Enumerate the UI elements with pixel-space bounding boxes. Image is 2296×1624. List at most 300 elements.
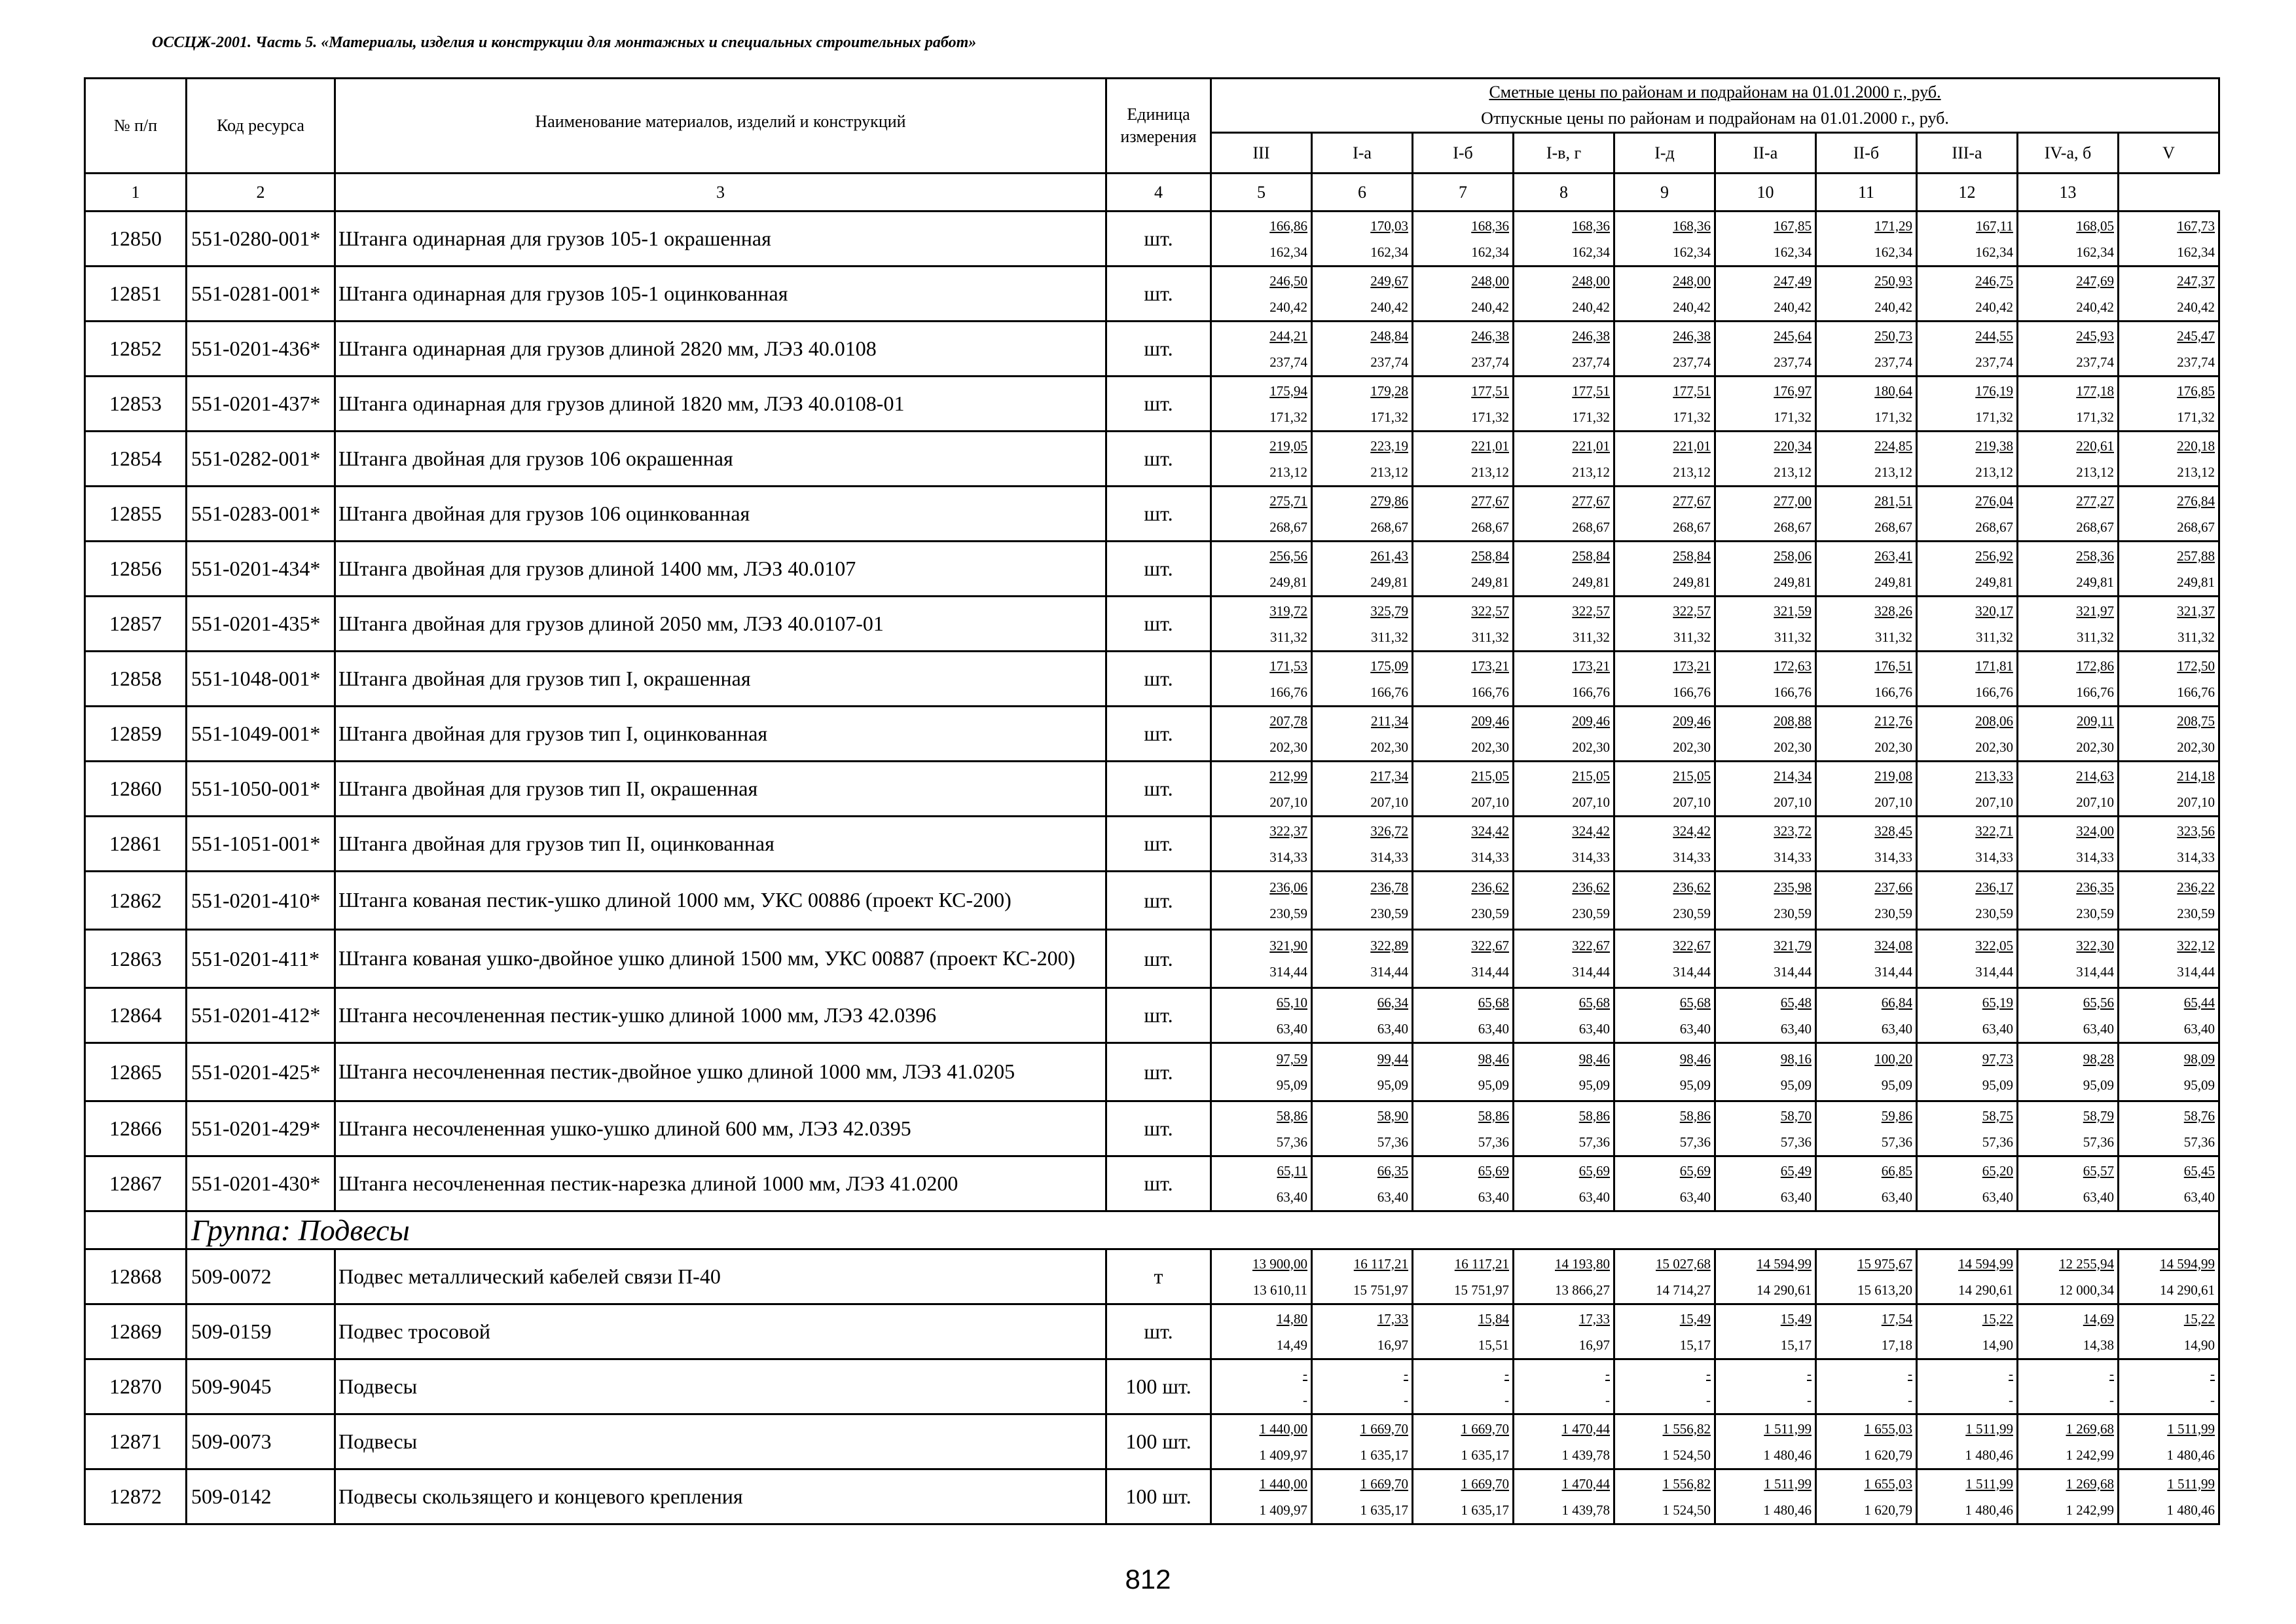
price-cell (1715, 267, 1816, 322)
price-cell (1614, 542, 1715, 597)
price-cell (2119, 930, 2219, 988)
release-price: 14 714,27 (1656, 1282, 1711, 1298)
release-price: 15 751,97 (1353, 1282, 1408, 1298)
release-price: 162,34 (1572, 244, 1610, 260)
estimated-price: 248,84 (1370, 327, 1408, 344)
estimated-price: 277,27 (2076, 492, 2114, 509)
estimated-price: 65,68 (1478, 994, 1509, 1010)
release-price: 1 524,50 (1662, 1447, 1711, 1463)
resource-code: 509-9045 (187, 1359, 335, 1414)
release-price: 249,81 (2076, 574, 2114, 590)
release-price: 314,33 (1774, 849, 1812, 865)
row-number: 12850 (85, 212, 187, 267)
price-cell (2018, 817, 2119, 872)
estimated-price: 322,37 (1269, 822, 1307, 839)
estimated-price: 14 193,80 (1555, 1255, 1610, 1272)
release-price: 230,59 (1471, 906, 1509, 921)
price-cell (1816, 1414, 1917, 1469)
release-price: 237,74 (1774, 354, 1812, 370)
price-cell (1514, 1359, 1614, 1414)
release-price: 171,32 (1572, 409, 1610, 425)
unit-of-measure: шт. (1106, 597, 1211, 652)
price-cell (1211, 377, 1312, 432)
price-cell (1614, 817, 1715, 872)
estimated-price: 276,84 (2177, 492, 2215, 509)
resource-code: 551-0201-410* (187, 872, 335, 930)
estimated-price: 66,34 (1377, 994, 1408, 1010)
estimated-price: 244,55 (1975, 327, 2013, 344)
price-cell (1614, 707, 1715, 762)
price-cell (1211, 1249, 1312, 1304)
price-cell (1312, 377, 1413, 432)
price-cell (1917, 267, 2018, 322)
price-cell (1413, 542, 1514, 597)
release-price: 162,34 (1874, 244, 1912, 260)
estimated-price: - (1807, 1365, 1812, 1382)
estimated-price: 236,62 (1572, 879, 1610, 895)
price-cell (1312, 542, 1413, 597)
price-cell (1211, 1469, 1312, 1524)
price-cell (1211, 930, 1312, 988)
estimated-price: 213,33 (1975, 767, 2013, 784)
unit-of-measure: шт. (1106, 487, 1211, 542)
price-cell (1413, 707, 1514, 762)
estimated-price: 171,29 (1874, 217, 1912, 234)
price-cell (1614, 1043, 1715, 1101)
release-price: 57,36 (1377, 1134, 1408, 1150)
estimated-price: 281,51 (1874, 492, 1912, 509)
price-cell (1715, 377, 1816, 432)
release-price: 311,32 (1270, 629, 1307, 645)
estimated-price: 324,42 (1673, 822, 1711, 839)
estimated-price: 247,69 (2076, 272, 2114, 289)
estimated-price: - (2009, 1365, 2013, 1382)
release-price: 314,44 (1269, 964, 1307, 980)
price-cell (1917, 377, 2018, 432)
release-price: 207,10 (1874, 794, 1912, 810)
estimated-price: 258,36 (2076, 547, 2114, 564)
estimated-price: 212,99 (1269, 767, 1307, 784)
item-name: Подвесы (335, 1359, 1106, 1414)
price-cell (2018, 597, 2119, 652)
estimated-price: 98,46 (1478, 1051, 1509, 1067)
estimated-price: 237,66 (1874, 879, 1912, 895)
estimated-price: 98,28 (2083, 1051, 2114, 1067)
price-cell (2119, 1101, 2219, 1156)
price-cell (1614, 652, 1715, 707)
estimated-price: 322,30 (2076, 938, 2114, 953)
estimated-price: 99,44 (1377, 1051, 1408, 1067)
price-cell (1715, 1414, 1816, 1469)
release-price: 57,36 (1578, 1134, 1610, 1150)
price-cell (1614, 1156, 1715, 1211)
estimated-price: 65,68 (1578, 994, 1610, 1010)
resource-code: 551-1049-001* (187, 707, 335, 762)
release-price: 95,09 (1679, 1077, 1711, 1093)
estimated-price: 16 117,21 (1353, 1255, 1408, 1272)
estimated-price: 319,72 (1269, 602, 1307, 619)
estimated-price: 321,79 (1774, 938, 1812, 953)
estimated-price: 173,21 (1673, 657, 1711, 674)
price-cell (1614, 988, 1715, 1043)
estimated-price: 320,17 (1975, 602, 2013, 619)
estimated-price: 248,00 (1471, 272, 1509, 289)
price-cell (1715, 1359, 1816, 1414)
price-cell (1917, 487, 2018, 542)
price-cell (1312, 1156, 1413, 1211)
price-cell (2119, 597, 2219, 652)
release-price: 311,32 (1875, 629, 1912, 645)
price-cell (1211, 1043, 1312, 1101)
release-price: 207,10 (1774, 794, 1812, 810)
table-row (85, 1249, 2219, 1304)
estimated-price: 209,46 (1572, 712, 1610, 729)
release-price: 63,40 (2083, 1189, 2114, 1205)
release-price: 17,18 (1881, 1337, 1912, 1353)
estimated-price: 58,70 (1780, 1107, 1812, 1124)
estimated-price: 323,72 (1774, 822, 1812, 839)
estimated-price: 214,63 (2076, 767, 2114, 784)
estimated-price: 224,85 (1874, 437, 1912, 454)
unit-of-measure: шт. (1106, 930, 1211, 988)
row-number: 12859 (85, 707, 187, 762)
price-cell (2119, 1414, 2219, 1469)
release-price: 63,40 (1276, 1020, 1307, 1037)
estimated-price: 245,64 (1774, 327, 1812, 344)
release-price: 166,76 (1673, 684, 1711, 700)
estimated-price: 217,34 (1370, 767, 1408, 784)
district-header: V (2119, 133, 2219, 174)
price-cell (1816, 487, 1917, 542)
estimated-price: 1 269,68 (2066, 1475, 2114, 1492)
price-cell (1614, 322, 1715, 377)
release-price: 213,12 (2076, 464, 2114, 480)
release-price: 95,09 (1377, 1077, 1408, 1093)
estimated-price: 223,19 (1370, 437, 1408, 454)
release-price: 162,34 (2076, 244, 2114, 260)
price-cell (2119, 487, 2219, 542)
release-price: 237,74 (1572, 354, 1610, 370)
unit-of-measure: шт. (1106, 762, 1211, 817)
price-cell (1312, 1359, 1413, 1414)
release-price: 63,40 (1780, 1020, 1812, 1037)
estimated-price: 58,86 (1276, 1107, 1307, 1124)
estimated-price: 324,42 (1471, 822, 1509, 839)
release-price: 230,59 (2076, 906, 2114, 921)
release-price: 314,44 (1572, 964, 1610, 980)
release-price: 63,40 (1478, 1189, 1509, 1205)
price-cell (1715, 1043, 1816, 1101)
estimated-price: 98,09 (2183, 1051, 2215, 1067)
price-cell (1211, 322, 1312, 377)
price-cell (1413, 487, 1514, 542)
price-cell (1917, 872, 2018, 930)
estimated-price: 176,51 (1874, 657, 1912, 674)
release-price: 268,67 (1673, 519, 1711, 535)
release-price: 63,40 (1679, 1020, 1711, 1037)
release-price: 240,42 (2177, 299, 2215, 315)
price-cell (1614, 432, 1715, 487)
estimated-price: 219,05 (1269, 437, 1307, 454)
release-price: 314,33 (1370, 849, 1408, 865)
estimated-price: 167,11 (1976, 217, 2013, 234)
estimated-price: 279,86 (1370, 492, 1408, 509)
estimated-price: 321,37 (2177, 602, 2215, 619)
estimated-price: 321,97 (2076, 602, 2114, 619)
estimated-price: 177,51 (1673, 382, 1711, 399)
estimated-price: 245,93 (2076, 327, 2114, 344)
release-price: 240,42 (1774, 299, 1812, 315)
estimated-price: 322,57 (1673, 602, 1711, 619)
release-price: - (2210, 1392, 2215, 1408)
price-cell (1514, 322, 1614, 377)
estimated-price: 256,92 (1975, 547, 2013, 564)
item-name: Штанга одинарная для грузов 105-1 окрашенная (335, 212, 1106, 267)
item-name: Штанга несочлененная пестик-двойное ушко длиной 1000 мм, ЛЭЗ 41.0205 (335, 1043, 1106, 1101)
release-price: 249,81 (2177, 574, 2215, 590)
release-price: 63,40 (1578, 1020, 1610, 1037)
price-cell (1312, 762, 1413, 817)
price-cell (1413, 1043, 1514, 1101)
estimated-price: 1 511,99 (1965, 1475, 2013, 1492)
release-price: 162,34 (1269, 244, 1307, 260)
release-price: 314,44 (2076, 964, 2114, 980)
district-header: I-а (1312, 133, 1413, 174)
price-cell (1211, 872, 1312, 930)
item-name: Штанга двойная для грузов длиной 2050 мм, ЛЭЗ 40.0107-01 (335, 597, 1106, 652)
price-cell (1816, 872, 1917, 930)
estimated-price: 14 594,99 (1958, 1255, 2013, 1272)
release-price: 14 290,61 (1757, 1282, 1812, 1298)
release-price: 314,33 (1572, 849, 1610, 865)
release-price: 1 620,79 (1864, 1447, 1912, 1463)
price-cell (1816, 707, 1917, 762)
estimated-price: 166,86 (1269, 217, 1307, 234)
estimated-price: 221,01 (1673, 437, 1711, 454)
estimated-price: 250,93 (1874, 272, 1912, 289)
estimated-price: - (1908, 1365, 1912, 1382)
table-row (85, 322, 2219, 377)
release-price: 207,10 (2076, 794, 2114, 810)
release-price: - (2009, 1392, 2013, 1408)
price-cell (1514, 707, 1614, 762)
release-price: 202,30 (1269, 739, 1307, 755)
price-cell (1715, 988, 1816, 1043)
item-name: Штанга двойная для грузов 106 оцинкованная (335, 487, 1106, 542)
price-cell (1413, 1101, 1514, 1156)
item-name: Штанга кованая пестик-ушко длиной 1000 мм, УКС 00886 (проект КС-200) (335, 872, 1106, 930)
price-cell (2119, 1249, 2219, 1304)
estimated-price: 321,90 (1269, 938, 1307, 953)
release-price: 1 635,17 (1461, 1447, 1509, 1463)
release-price: 314,44 (1370, 964, 1408, 980)
release-price: 240,42 (1269, 299, 1307, 315)
release-price: 314,33 (1673, 849, 1711, 865)
estimated-price: 65,19 (1982, 994, 2013, 1010)
estimated-price: 221,01 (1471, 437, 1509, 454)
price-cell (1211, 762, 1312, 817)
release-price: 95,09 (2083, 1077, 2114, 1093)
item-name: Штанга одинарная для грузов длиной 2820 мм, ЛЭЗ 40.0108 (335, 322, 1106, 377)
estimated-price: 322,57 (1471, 602, 1509, 619)
estimated-price: 248,00 (1572, 272, 1610, 289)
price-cell (1514, 930, 1614, 988)
release-price: 13 610,11 (1252, 1282, 1307, 1298)
price-cell (2119, 1304, 2219, 1359)
release-price: 166,76 (1572, 684, 1610, 700)
release-price: 63,40 (1478, 1020, 1509, 1037)
item-name: Штанга кованая ушко-двойное ушко длиной 1500 мм, УКС 00887 (проект КС-200) (335, 930, 1106, 988)
resource-code: 551-0201-434* (187, 542, 335, 597)
estimated-price: 1 511,99 (2167, 1475, 2215, 1492)
estimated-price: 246,38 (1572, 327, 1610, 344)
unit-of-measure: шт. (1106, 652, 1211, 707)
estimated-price: 236,35 (2076, 879, 2114, 895)
price-cell (2119, 817, 2219, 872)
estimated-price: 246,75 (1975, 272, 2013, 289)
price-cell (1413, 930, 1514, 988)
estimated-price: - (1303, 1365, 1307, 1382)
price-cell (1211, 988, 1312, 1043)
estimated-price: 247,49 (1774, 272, 1812, 289)
price-cell (1514, 817, 1614, 872)
release-price: 171,32 (1269, 409, 1307, 425)
estimated-price: 65,48 (1780, 994, 1812, 1010)
price-cell (1514, 542, 1614, 597)
release-price: 268,67 (2076, 519, 2114, 535)
estimated-price: - (2210, 1365, 2215, 1382)
release-price: - (2109, 1392, 2114, 1408)
release-price: 202,30 (1975, 739, 2013, 755)
estimated-price: 248,00 (1673, 272, 1711, 289)
estimated-price: 15,22 (2183, 1310, 2215, 1327)
estimated-price: 1 556,82 (1662, 1420, 1711, 1437)
price-cell (1312, 872, 1413, 930)
release-price: 95,09 (1276, 1077, 1307, 1093)
item-name: Подвес металлический кабелей связи П-40 (335, 1249, 1106, 1304)
unit-of-measure: шт. (1106, 988, 1211, 1043)
resource-code: 551-0201-436* (187, 322, 335, 377)
release-price: 1 635,17 (1360, 1502, 1408, 1518)
estimated-price: 324,00 (2076, 822, 2114, 839)
price-cell (2119, 1043, 2219, 1101)
estimated-price: 245,47 (2177, 327, 2215, 344)
release-price: 249,81 (1471, 574, 1509, 590)
price-cell (1816, 1156, 1917, 1211)
unit-of-measure: шт. (1106, 267, 1211, 322)
estimated-price: 97,59 (1276, 1051, 1307, 1067)
estimated-price: 66,35 (1377, 1162, 1408, 1179)
header-row (85, 79, 2219, 133)
release-price: 237,74 (1874, 354, 1912, 370)
release-price: 171,32 (1774, 409, 1812, 425)
estimated-price: 215,05 (1572, 767, 1610, 784)
release-price: 314,44 (1774, 964, 1812, 980)
release-price: 314,33 (2177, 849, 2215, 865)
release-price: 15,51 (1478, 1337, 1509, 1353)
estimated-price: 257,88 (2177, 547, 2215, 564)
release-price: 240,42 (1975, 299, 2013, 315)
price-cell (1816, 762, 1917, 817)
release-price: 207,10 (1572, 794, 1610, 810)
estimated-price: 277,67 (1471, 492, 1509, 509)
table-row (85, 988, 2219, 1043)
estimated-price: 58,76 (2183, 1107, 2215, 1124)
price-cell (1917, 930, 2018, 988)
estimated-price: 326,72 (1370, 822, 1408, 839)
item-name: Подвесы (335, 1414, 1106, 1469)
price-cell (1211, 1156, 1312, 1211)
estimated-price: 173,21 (1471, 657, 1509, 674)
price-cell (1917, 1414, 2018, 1469)
release-price: 63,40 (1982, 1189, 2013, 1205)
estimated-price: 246,50 (1269, 272, 1307, 289)
release-price: 249,81 (1975, 574, 2013, 590)
resource-code: 551-0280-001* (187, 212, 335, 267)
release-price: 202,30 (1673, 739, 1711, 755)
column-number: 10 (1715, 174, 1816, 212)
release-price: 166,76 (1370, 684, 1408, 700)
release-price: 230,59 (1874, 906, 1912, 921)
estimated-price: 211,34 (1371, 712, 1408, 729)
price-cell (1917, 542, 2018, 597)
price-cell (1614, 1359, 1715, 1414)
release-price: 166,76 (2076, 684, 2114, 700)
price-cell (1917, 1249, 2018, 1304)
release-price: 202,30 (1774, 739, 1812, 755)
price-cell (1312, 267, 1413, 322)
estimated-price: 275,71 (1269, 492, 1307, 509)
unit-of-measure: шт. (1106, 322, 1211, 377)
release-price: 249,81 (1572, 574, 1610, 590)
release-price: 237,74 (2076, 354, 2114, 370)
document-header: ОССЦЖ-2001. Часть 5. «Материалы, изделия и конструкции для монтажных и специальных строительных работ» (152, 34, 977, 51)
price-cell (1413, 1359, 1514, 1414)
release-price: 63,40 (1578, 1189, 1610, 1205)
estimated-price: 59,86 (1881, 1107, 1912, 1124)
price-cell (2119, 1469, 2219, 1524)
price-cell (1917, 597, 2018, 652)
price-cell (1816, 597, 1917, 652)
price-cell (2018, 1043, 2119, 1101)
item-name: Штанга двойная для грузов тип II, окрашенная (335, 762, 1106, 817)
row-number: 12872 (85, 1469, 187, 1524)
release-price: 95,09 (1881, 1077, 1912, 1093)
price-cell (1917, 652, 2018, 707)
estimated-price: 65,56 (2083, 994, 2114, 1010)
unit-of-measure: шт. (1106, 817, 1211, 872)
estimated-price: 322,67 (1572, 938, 1610, 953)
item-name: Штанга несочлененная пестик-ушко длиной 1000 мм, ЛЭЗ 42.0396 (335, 988, 1106, 1043)
resource-code: 509-0142 (187, 1469, 335, 1524)
estimated-price: 100,20 (1874, 1051, 1912, 1067)
estimated-price: 177,51 (1471, 382, 1509, 399)
release-price: 1 439,78 (1561, 1447, 1610, 1463)
price-cell (1614, 872, 1715, 930)
estimated-price: 220,61 (2076, 437, 2114, 454)
estimated-price: 236,17 (1975, 879, 2013, 895)
release-price: 314,33 (1975, 849, 2013, 865)
price-cell (1917, 707, 2018, 762)
price-cell (1514, 1156, 1614, 1211)
price-cell (1816, 542, 1917, 597)
estimated-price: 58,86 (1679, 1107, 1711, 1124)
price-cell (1312, 988, 1413, 1043)
price-cell (1715, 322, 1816, 377)
price-cell (1514, 1469, 1614, 1524)
estimated-price: 175,09 (1370, 657, 1408, 674)
estimated-price: 236,06 (1269, 879, 1307, 895)
